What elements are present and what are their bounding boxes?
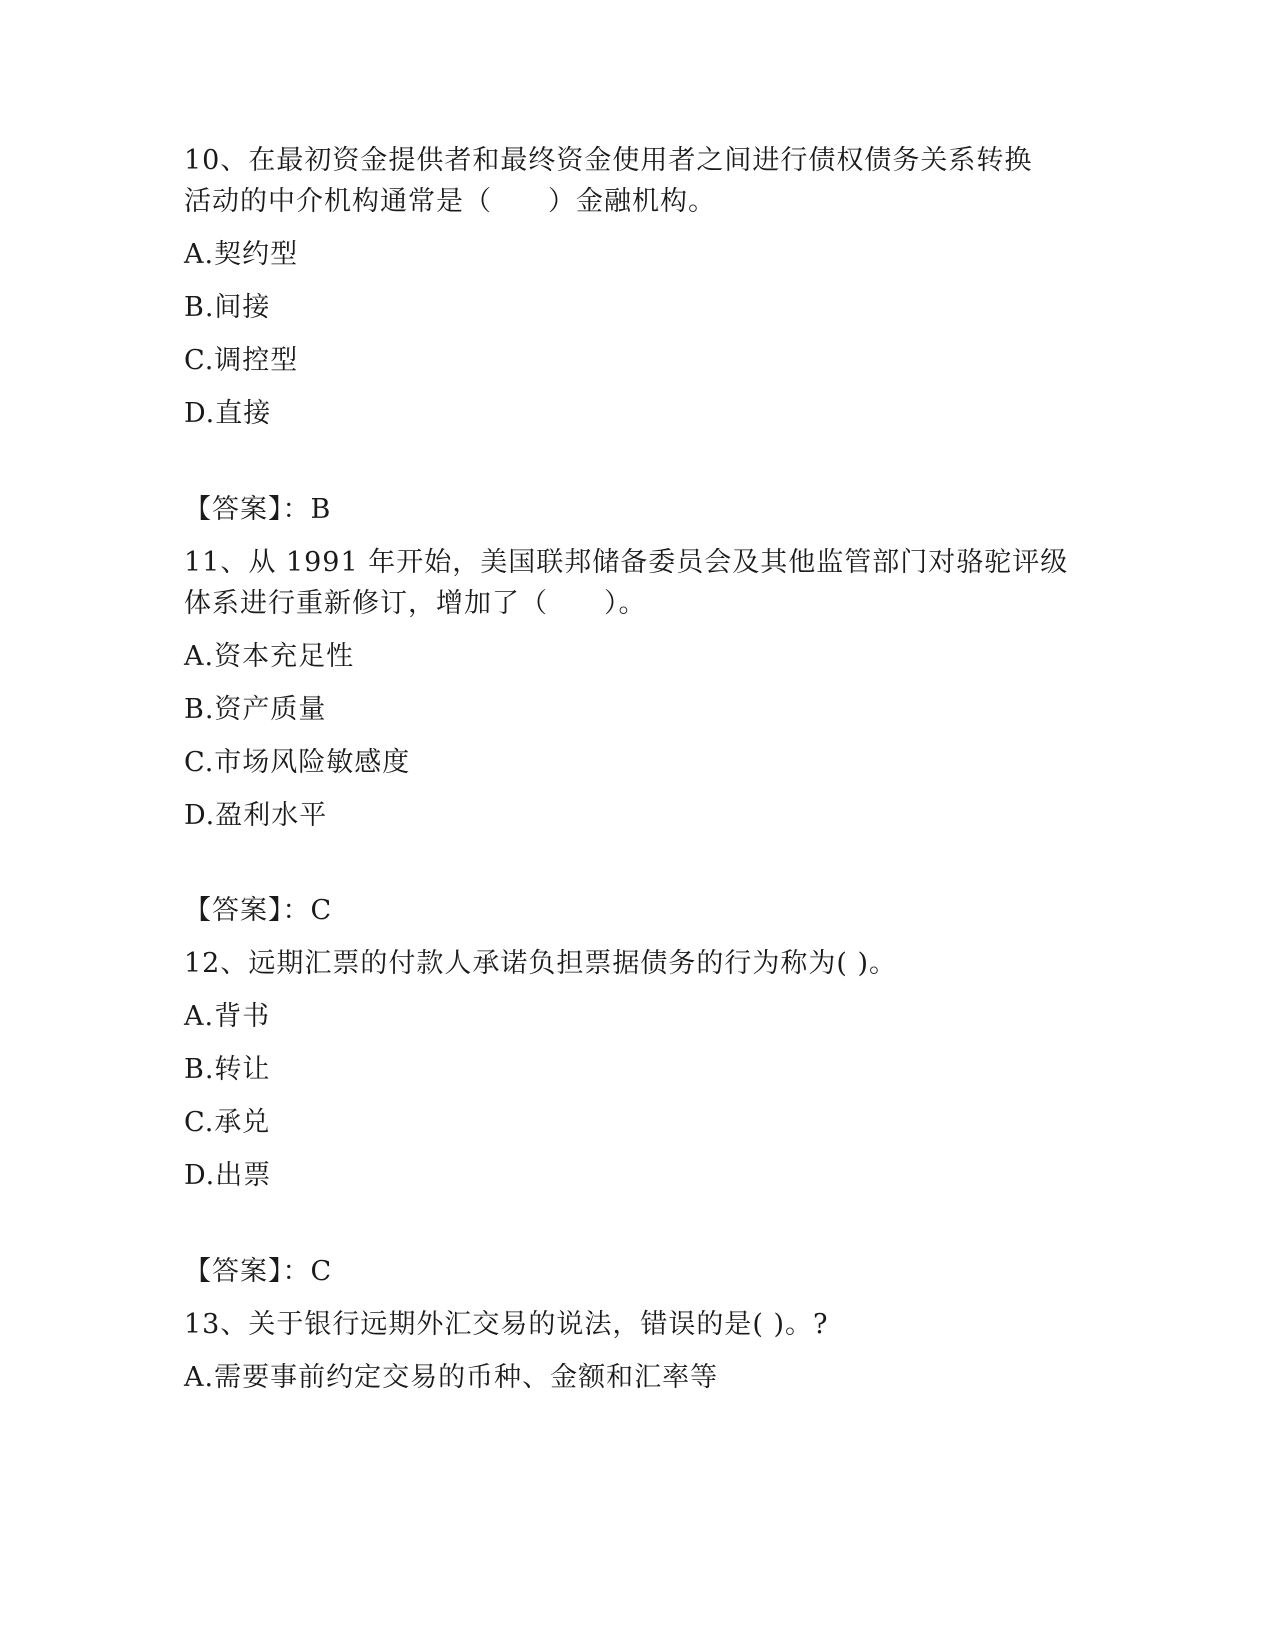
- question-10-stem-line1: 10、在最初资金提供者和最终资金使用者之间进行债权债务关系转换: [184, 145, 1033, 176]
- question-10-option-c: C.调控型: [184, 345, 299, 376]
- question-11-option-b: B.资产质量: [184, 694, 327, 725]
- question-10-answer: 【答案】：B: [184, 494, 332, 525]
- question-12-option-a: A.背书: [184, 1001, 271, 1032]
- question-13-option-a: A.需要事前约定交易的币种、金额和汇率等: [184, 1362, 719, 1393]
- question-12-option-c: C.承兑: [184, 1107, 271, 1138]
- question-10-option-b: B.间接: [184, 292, 271, 323]
- question-11-answer: 【答案】：C: [184, 895, 333, 926]
- question-12-answer: 【答案】：C: [184, 1256, 333, 1287]
- question-12-option-b: B.转让: [184, 1054, 271, 1085]
- question-11-stem-line2: 体系进行重新修订，增加了（ ）。: [184, 588, 647, 619]
- question-12-stem-line1: 12、远期汇票的付款人承诺负担票据债务的行为称为( )。: [184, 948, 898, 979]
- question-10-stem-line2: 活动的中介机构通常是（ ）金融机构。: [184, 186, 716, 217]
- question-11-option-a: A.资本充足性: [184, 641, 355, 672]
- question-13-stem-line1: 13、关于银行远期外汇交易的说法，错误的是( )。?: [184, 1309, 829, 1340]
- question-10-option-a: A.契约型: [184, 239, 299, 270]
- question-11-stem-line1: 11、从 1991 年开始，美国联邦储备委员会及其他监管部门对骆驼评级: [184, 547, 1069, 578]
- question-11-option-c: C.市场风险敏感度: [184, 747, 411, 778]
- question-12-option-d: D.出票: [184, 1160, 272, 1191]
- question-10-option-d: D.直接: [184, 398, 272, 429]
- question-11-option-d: D.盈利水平: [184, 800, 328, 831]
